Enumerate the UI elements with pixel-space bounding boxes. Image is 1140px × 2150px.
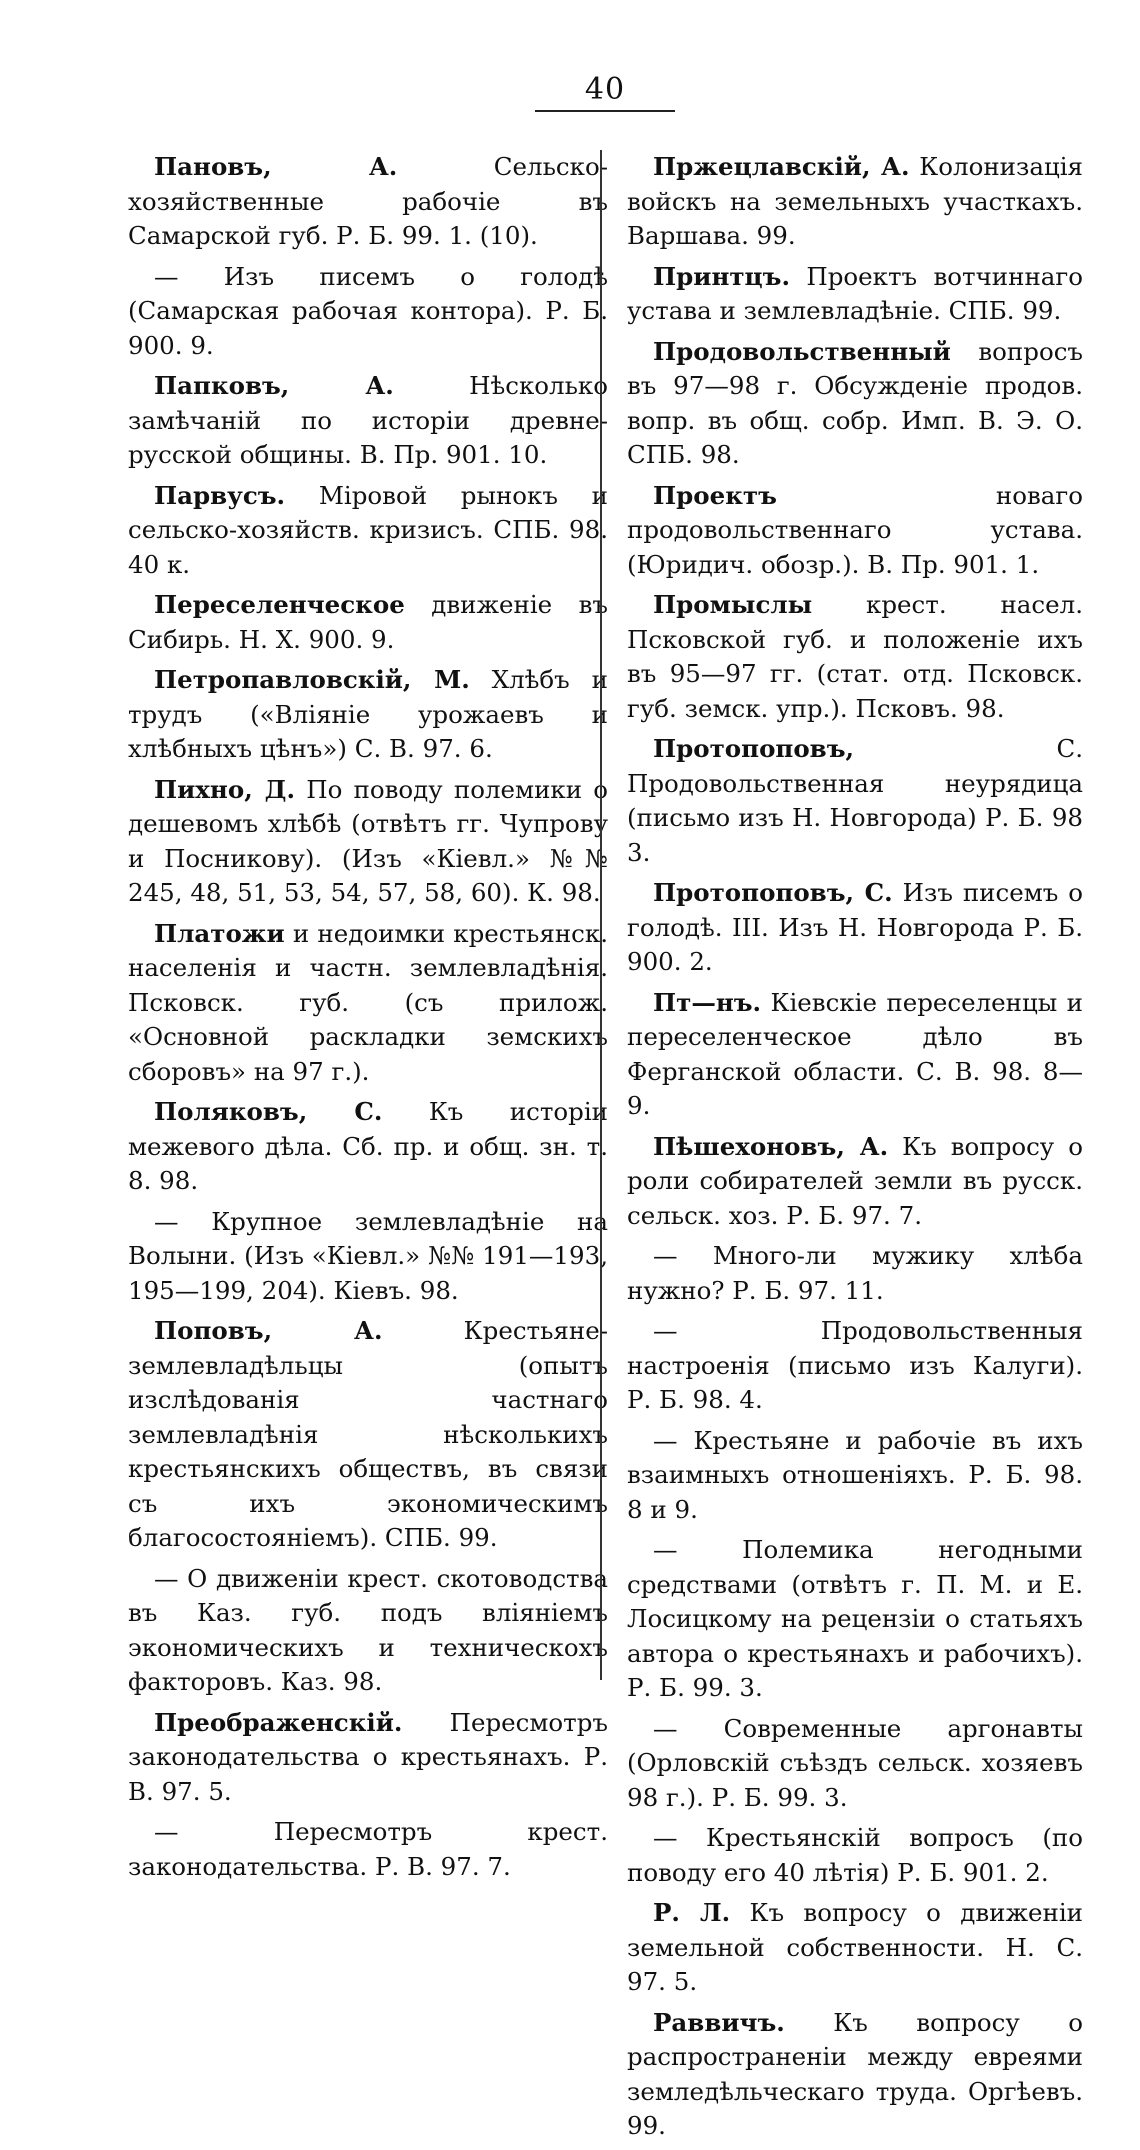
bibliography-entry [627,1239,1083,1308]
bibliography-entry [128,369,608,473]
bibliography-entry [627,1130,1083,1234]
bibliography-entry [627,876,1083,980]
entry-author: Поляковъ, С. [154,1097,383,1126]
bibliography-entry [128,1562,608,1700]
entry-author: Поповъ, А. [154,1316,383,1345]
bibliography-entry [128,1706,608,1810]
bibliography-entry [128,663,608,767]
entry-text: и недоимки крестьянск. населенія и частн. землевладѣнія. Псковск. губ. (съ прилож. «Основной раскладки земскихъ сборовъ» на 97 г.). [128,918,608,1086]
bibliography-entry [627,2006,1083,2144]
column-divider [600,150,602,1680]
entry-text: Нѣсколько замѣчаній по исторіи древне-русской общины. В. Пр. 901. 10. [128,371,608,469]
entry-text: С. Продовольственная неурядица (письмо изъ Н. Новгорода) Р. Б. 98 3. [627,734,1083,867]
entry-text: — Много-ли мужику хлѣба нужно? Р. Б. 97. 11. [627,1241,1083,1305]
entry-text: — Продовольственныя настроенія (письмо изъ Калуги). Р. Б. 98. 4. [627,1316,1083,1414]
entry-text: Крестьяне-землевладѣльцы (опытъ изслѣдованія частнаго землевладѣнія нѣсколькихъ крестьянскихъ обществъ, въ связи съ ихъ экономическимъ благосостояніемъ). СПБ. 99. [128,1316,608,1552]
entry-author: Пт—нъ. [653,987,762,1017]
entry-author: Петропавловскій, М. [154,665,470,694]
entry-text: крест. насел. Псковской губ. и положеніе ихъ въ 95—97 гг. (стат. отд. Псковск. губ. земск. упр.). Псковъ. 98. [627,590,1083,723]
bibliography-entry [627,1314,1083,1418]
left-column [128,150,608,1890]
entry-text: Хлѣбъ и трудъ («Вліяніе урожаевъ и хлѣбныхъ цѣнъ») С. В. 97. 6. [128,665,608,763]
entry-text: Кіевскіе переселенцы и переселенческое дѣло въ Ферганской области. С. В. 98. 8—9. [627,987,1083,1120]
entry-text: Проектъ вотчиннаго устава и землевладѣніе. СПБ. 99. [627,261,1083,325]
entry-author: Принтцъ. [653,261,790,291]
entry-text: Къ исторіи межевого дѣла. Сб. пр. и общ. зн. т. 8. 98. [128,1097,608,1195]
entry-text: — Крупное землевладѣніе на Волыни. (Изъ «Кіевл.» №№ 191—193, 195—199, 204). Кіевъ. 98. [128,1206,608,1305]
entry-author: Преображенскій. [154,1707,403,1737]
entry-text: вопросъ въ 97—98 г. Обсужденіе продов. вопр. въ общ. собр. Имп. В. Э. О. СПБ. 98. [627,336,1083,469]
entry-author: Протопоповъ, [653,734,855,763]
entry-text: Колонизація войскъ на земельныхъ участкахъ. Варшава. 99. [627,152,1083,250]
entry-author: Пихно, Д. [154,774,295,804]
entry-text: — Изъ писемъ о голодѣ (Самарская рабочая контора). Р. Б. 900. 9. [128,261,608,360]
bibliography-entry [128,588,608,657]
bibliography-entry [128,1205,608,1309]
entry-text: Изъ писемъ о голодѣ. III. Изъ Н. Новгорода Р. Б. 900. 2. [627,878,1083,976]
entry-author: Папковъ, А. [154,371,394,400]
entry-text: По поводу полемики о дешевомъ хлѣбѣ (отвѣтъ гг. Чупрову и Посникову). (Изъ «Кіевл.» №№ 245, 48, 51, 53, 54, 57, 58, 60). К. 98. [128,774,609,907]
bibliography-entry [128,1815,608,1884]
bibliography-entry [627,150,1083,254]
entry-author: Пановъ, А. [154,152,398,181]
bibliography-entry [627,260,1083,329]
page-number: 40 [584,72,626,107]
entry-text: Къ вопросу о распространеніи между евреями земледѣльческаго труда. Оргѣевъ. 99. [627,2007,1083,2140]
bibliography-entry [128,1095,608,1199]
entry-author: Парвусъ. [154,480,286,510]
bibliography-entry [128,150,608,254]
entry-text: Міровой рынокъ и сельско-хозяйств. кризисъ. СПБ. 98. 40 к. [128,480,608,579]
entry-text: — Полемика негодными средствами (отвѣтъ г. П. М. и Е. Лосицкому на рецензіи о статьяхъ автора о крестьянахъ и рабочихъ). Р. Б. 99. 3. [627,1535,1083,1702]
bibliography-entry [627,1424,1083,1528]
bibliography-entry [627,335,1083,473]
entry-author: Промыслы [653,590,813,619]
entry-author: Р. Л. [653,1898,731,1927]
entry-author: Пржецлавскій, А. [653,152,910,181]
entry-author: Проектъ [653,480,777,510]
entry-text: Къ вопросу о движеніи земельной собственности. Н. С. 97. 5. [627,1898,1083,1996]
entry-text: — Современные аргонавты (Орловскій съѣздъ сельск. хозяевъ 98 г.). Р. Б. 99. 3. [627,1713,1083,1812]
bibliography-entry [128,917,608,1090]
bibliography-entry [128,1314,608,1556]
bibliography-entry [627,986,1083,1124]
entry-text: Къ вопросу о роли собирателей земли въ русск. сельск. хоз. Р. Б. 97. 7. [627,1131,1083,1230]
page-number-rule [535,110,675,112]
bibliography-entry [128,479,608,583]
bibliography-entry [627,588,1083,726]
entry-text: движеніе въ Сибирь. Н. Х. 900. 9. [128,590,608,654]
right-column [627,150,1083,2150]
entry-text: — Пересмотръ крест. законодательства. Р. В. 97. 7. [128,1817,608,1881]
entry-text: Пересмотръ законодательства о крестьянахъ. Р. В. 97. 5. [128,1707,608,1806]
bibliography-entry [627,479,1083,583]
entry-author: Протопоповъ, С. [653,878,893,907]
bibliography-entry [128,260,608,364]
entry-text: новаго продовольственнаго устава. (Юридич. обозр.). В. Пр. 901. 1. [627,480,1083,579]
entry-author: Продовольственный [653,336,951,366]
entry-author: Платожи [154,918,285,948]
entry-author: Раввичъ. [653,2007,785,2037]
bibliography-entry [128,773,608,911]
entry-text: — Крестьянскій вопросъ (по поводу его 40 лѣтія) Р. Б. 901. 2. [627,1823,1083,1887]
bibliography-entry [627,1896,1083,2000]
entry-author: Пѣшехоновъ, А. [653,1131,889,1161]
bibliography-entry [627,1712,1083,1816]
bibliography-entry [627,1533,1083,1706]
entry-author: Переселенческое [154,590,405,619]
entry-text: — О движеніи крест. скотоводства въ Каз. губ. подъ вліяніемъ экономическихъ и техническохъ факторовъ. Каз. 98. [128,1563,608,1696]
entry-text: Сельско-хозяйственные рабочіе въ Самарской губ. Р. Б. 99. 1. (10). [128,152,608,250]
entry-text: — Крестьяне и рабочіе въ ихъ взаимныхъ отношеніяхъ. Р. Б. 98. 8 и 9. [627,1425,1083,1524]
bibliography-entry [627,732,1083,870]
bibliography-entry [627,1821,1083,1890]
